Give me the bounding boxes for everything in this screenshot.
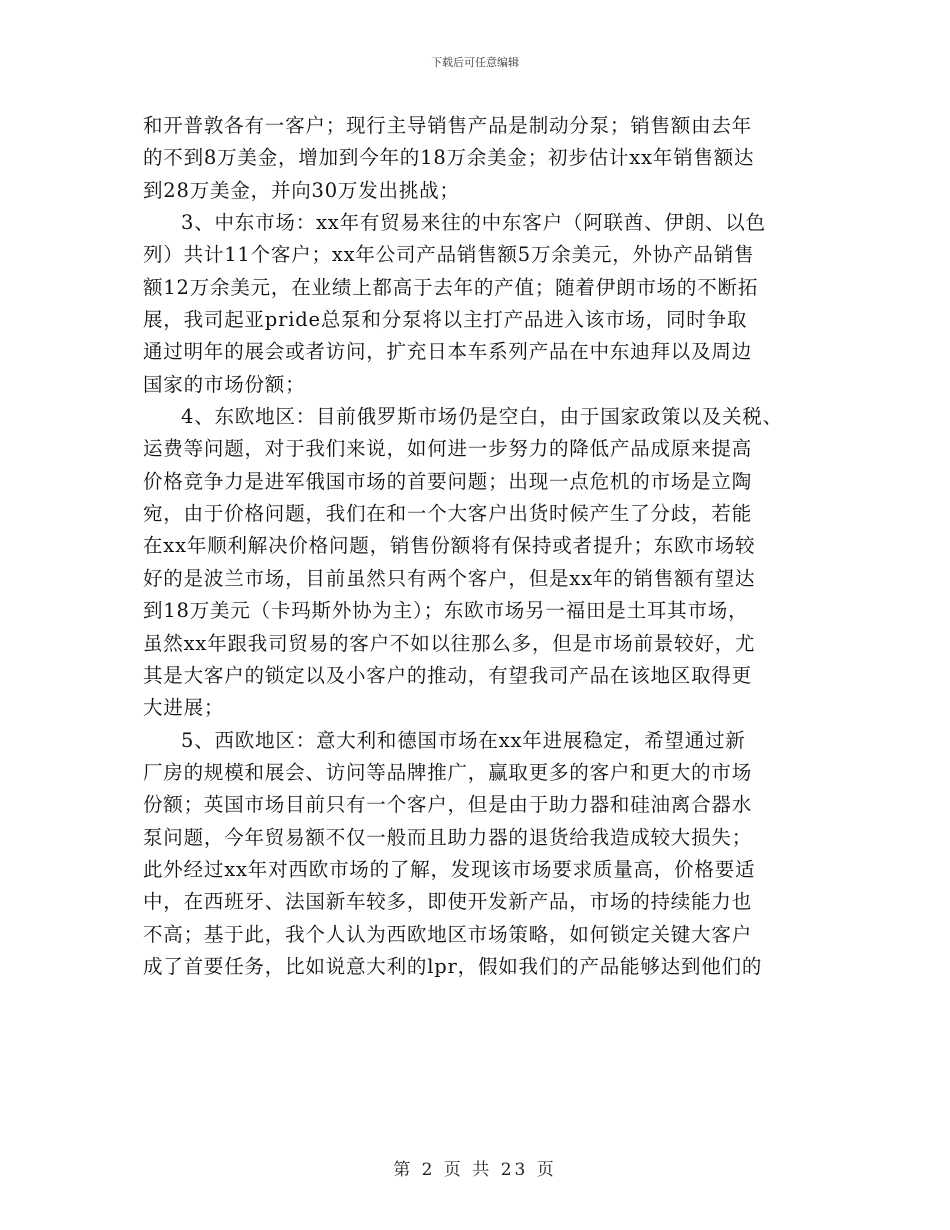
text-line: 厂房的规模和展会、访问等品牌推广，赢取更多的客户和更大的市场	[143, 760, 753, 784]
text-line: 成了首要任务，比如说意大利的lpr，假如我们的产品能够达到他们的	[143, 954, 763, 978]
text-line: 此外经过xx年对西欧市场的了解，发现该市场要求质量高，价格要适	[143, 857, 756, 881]
text-line: 的不到8万美金，增加到今年的18万余美金；初步估计xx年销售额达	[143, 146, 755, 170]
text-line: 国家的市场份额；	[143, 372, 306, 396]
text-line: 份额；英国市场目前只有一个客户，但是由于助力器和硅油离合器水	[143, 793, 753, 817]
page-header-note: 下载后可任意编辑	[431, 56, 519, 69]
text-line: 4、东欧地区：目前俄罗斯市场仍是空白，由于国家政策以及关税、	[181, 405, 783, 429]
text-line: 价格竞争力是进军俄国市场的首要问题；出现一点危机的市场是立陶	[143, 469, 753, 493]
text-line: 不高；基于此，我个人认为西欧地区市场策略，如何锁定关键大客户	[143, 922, 753, 946]
text-line: 中，在西班牙、法国新车较多，即使开发新产品，市场的持续能力也	[143, 890, 753, 914]
text-line: 泵问题，今年贸易额不仅一般而且助力器的退货给我造成较大损失；	[143, 825, 753, 849]
text-line: 在xx年顺利解决价格问题，销售份额将有保持或者提升；东欧市场较	[143, 534, 756, 558]
text-line: 到28万美金，并向30万发出挑战；	[143, 178, 460, 202]
text-line: 大进展；	[143, 696, 225, 720]
text-line: 展，我司起亚pride总泵和分泵将以主打产品进入该市场，同时争取	[143, 308, 748, 332]
text-line: 通过明年的展会或者访问，扩充日本车系列产品在中东迪拜以及周边	[143, 340, 753, 364]
text-line: 其是大客户的锁定以及小客户的推动，有望我司产品在该地区取得更	[143, 663, 753, 687]
page-footer: 第 2 页 共 23 页	[393, 1160, 557, 1180]
text-line: 好的是波兰市场，目前虽然只有两个客户，但是xx年的销售额有望达	[143, 566, 756, 590]
text-line: 运费等问题，对于我们来说，如何进一步努力的降低产品成原来提高	[143, 437, 753, 461]
text-line: 虽然xx年跟我司贸易的客户不如以往那么多，但是市场前景较好，尤	[143, 631, 756, 655]
document-body	[143, 110, 813, 983]
text-line: 列）共计11个客户；xx年公司产品销售额5万余美元，外协产品销售	[143, 243, 755, 267]
text-line: 额12万余美元，在业绩上都高于去年的产值；随着伊朗市场的不断拓	[143, 275, 759, 299]
text-line: 宛，由于价格问题，我们在和一个大客户出货时候产生了分歧，若能	[143, 502, 753, 526]
text-line: 5、西欧地区：意大利和德国市场在xx年进展稳定，希望通过新	[181, 728, 746, 752]
text-line: 和开普敦各有一客户；现行主导销售产品是制动分泵；销售额由去年	[143, 114, 753, 137]
text-line: 3、中东市场：xx年有贸易来往的中东客户（阿联酋、伊朗、以色	[181, 211, 766, 235]
text-line: 到18万美元（卡玛斯外协为主）；东欧市场另一福田是土耳其市场，	[143, 599, 749, 623]
